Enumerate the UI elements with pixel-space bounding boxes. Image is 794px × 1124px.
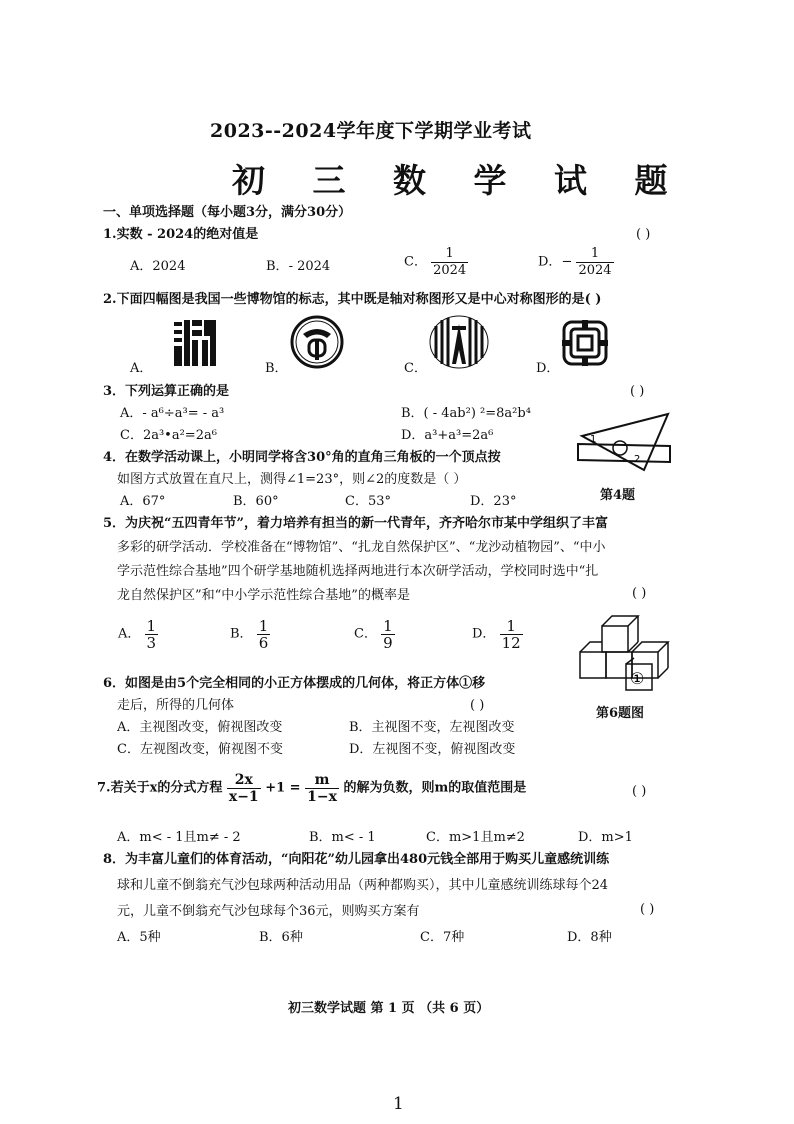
q5-option-d: D． $\frac{1}{12}$ [472,617,521,652]
q2-stem: 2.下面四幅图是我国一些博物馆的标志，其中既是轴对称图形又是中心对称图形的是( ) [103,292,602,307]
museum-logo-d [560,318,610,368]
q4-fig-caption: 第4题 [600,488,636,503]
q2-option-a: A． [130,361,153,376]
q6-figure-cubes [576,612,686,696]
q1-option-d: D．− $\frac{1}{2024}$ [538,246,612,278]
q5-option-b: B． $\frac{1}{6}$ [230,617,269,652]
q7-option-c: C．m>1且m≠2 [426,830,525,845]
q3-stem: 3．下列运算正确的是 [103,384,230,399]
museum-logo-a [172,318,220,368]
q5-line4: 龙自然保护区”和“中小学示范性综合基地”的概率是 [117,588,410,603]
q7-option-b: B．m< - 1 [309,830,376,845]
q6-option-c: C．左视图改变，俯视图不变 [117,742,283,757]
subject-title: 初 三 数 学 试 题 [232,161,686,200]
q1-option-a: A．2024 [130,259,186,274]
q3-bracket: ( ) [630,384,645,399]
q5-line2: 多彩的研学活动．学校准备在“博物馆”、“扎龙自然保护区”、“龙沙动植物园”、“中小 [117,540,606,555]
q1-stem: 1.实数 - 2024的绝对值是 [103,227,259,242]
q4-option-a: A．67° [120,494,166,509]
q5-line1: 5．为庆祝“五四青年节”，着力培养有担当的新一代青年，齐齐哈尔市某中学组织了丰富 [103,516,609,531]
q8-option-a: A．5种 [117,930,161,945]
q7-equation: 7.若关于x的分式方程 $\frac{2x}{x-1}$ +1 = $\frac{m}{1-x}$ 的解为负数，则m的取值范围是 [97,772,527,805]
q6-option-a: A．主视图改变，俯视图改变 [117,720,283,735]
q4-line2: 如图方式放置在直尺上，测得∠1=23°，则∠2的度数是（ ） [117,472,467,487]
q5-option-a: A． $\frac{1}{3}$ [118,617,157,652]
q2-option-b: B． [265,361,288,376]
q8-line1: 8．为丰富儿童们的体育活动，“向阳花”幼儿园拿出480元钱全部用于购买儿童感统训练 [103,852,610,867]
museum-logo-b [289,314,345,370]
q1-bracket: ( ) [636,227,651,242]
q5-line3: 学示范性综合基地”四个研学基地随机选择两地进行本次研学活动，学校同时选中“扎 [117,564,599,579]
q6-option-d: D．左视图不变，俯视图改变 [349,742,516,757]
q2-option-c: C． [404,361,427,376]
page-number: 1 [393,1094,404,1114]
q8-option-c: C．7种 [420,930,465,945]
q4-option-b: B．60° [233,494,279,509]
q8-option-d: D．8种 [567,930,612,945]
q4-fig-label-1: 1 [590,434,597,445]
q4-option-c: C．53° [345,494,391,509]
q5-bracket: ( ) [632,586,647,601]
q6-option-b: B．主视图不变，左视图改变 [349,720,515,735]
page-footer: 初三数学试题 第 1 页 （共 6 页） [288,1001,490,1016]
q4-line1: 4．在数学活动课上，小明同学将含30°角的直角三角板的一个顶点按 [103,450,501,465]
q8-line3: 元，儿童不倒翁充气沙包球每个36元，则购买方案有 [117,904,420,919]
q3-option-b: B．( - 4ab²) ²=8a²b⁴ [401,406,531,421]
q7-option-a: A．m< - 1且m≠ - 2 [117,830,241,845]
exam-title: 2023--2024学年度下学期学业考试 [210,120,532,142]
q4-figure-ruler-triangle [576,410,672,482]
q6-line2: 走后，所得的几何体 [117,698,235,713]
q7-option-d: D．m>1 [578,830,633,845]
q3-option-a: A．- a⁶÷a³= - a³ [120,406,225,421]
q2-option-d: D． [536,361,560,376]
museum-logo-c [428,314,490,370]
q6-fig-label: ① [630,669,645,688]
q4-fig-label-2: 2 [634,454,641,465]
q1-option-c: C． $\frac{1}{2024}$ [404,246,467,278]
q6-line1: 6．如图是由5个完全相同的小正方体摆成的几何体，将正方体①移 [103,676,486,691]
q8-line2: 球和儿童不倒翁充气沙包球两种活动用品（两种都购买），其中儿童感统训练球每个24 [117,878,609,893]
q3-option-c: C．2a³•a²=2a⁶ [120,428,217,443]
q4-option-d: D．23° [470,494,517,509]
q5-option-c: C． $\frac{1}{9}$ [354,617,393,652]
section-heading: 一、单项选择题（每小题3分，满分30分） [103,205,352,220]
q6-fig-caption: 第6题图 [596,706,645,721]
q8-option-b: B．6种 [259,930,303,945]
q1-option-b: B．- 2024 [266,259,331,274]
q8-bracket: ( ) [640,902,655,917]
q7-bracket: ( ) [632,784,647,799]
q6-bracket: ( ) [470,698,485,713]
q3-option-d: D．a³+a³=2a⁶ [401,428,494,443]
